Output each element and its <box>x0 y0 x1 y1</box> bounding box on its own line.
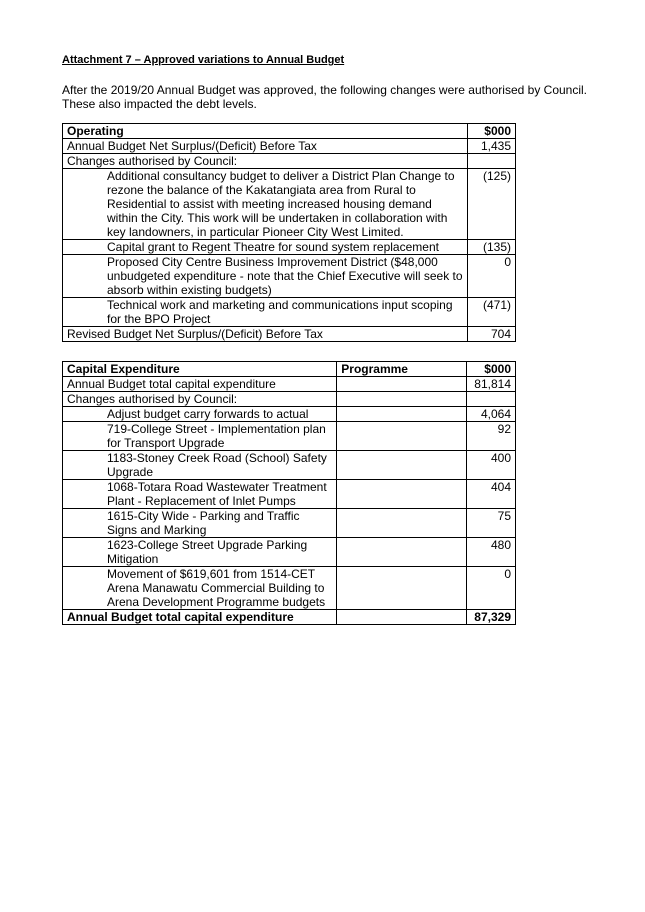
operating-row <box>63 327 516 342</box>
capital-programme-cell <box>337 407 467 422</box>
capital-row <box>63 377 516 392</box>
operating-amount-cell: 704 <box>468 327 516 342</box>
operating-item-header: Operating <box>63 124 468 139</box>
capital-amount-cell: 0 <box>467 567 516 610</box>
capital-item-cell: Adjust budget carry forwards to actual <box>63 407 337 422</box>
operating-item-cell: Additional consultancy budget to deliver a District Plan Change to rezone the balance of the Kakatangiata area from Rural to Residential to assist with meeting increased housing demand within the City. This work will be undertaken in collaboration with key landowners, in particular Pioneer City West Limited. <box>63 169 468 240</box>
operating-amount-cell: (135) <box>468 240 516 255</box>
capital-row <box>63 509 516 538</box>
capital-amount-cell: 404 <box>467 480 516 509</box>
operating-row <box>63 298 516 327</box>
operating-row <box>63 240 516 255</box>
capital-programme-cell <box>337 610 467 625</box>
capital-item-header: Capital Expenditure <box>63 362 337 377</box>
operating-amount-cell <box>468 154 516 169</box>
capital-amount-cell: 81,814 <box>467 377 516 392</box>
capital-programme-cell <box>337 377 467 392</box>
capital-item-cell: 1615-City Wide - Parking and Traffic Signs and Marking <box>63 509 337 538</box>
capital-total-row <box>63 610 516 625</box>
capital-item-cell: 1623-College Street Upgrade Parking Mitigation <box>63 538 337 567</box>
operating-amount-header: $000 <box>468 124 516 139</box>
operating-item-cell: Proposed City Centre Business Improvement District ($48,000 unbudgeted expenditure - note that the Chief Executive will seek to absorb within existing budgets) <box>63 255 468 298</box>
capital-item-cell: Movement of $619,601 from 1514-CET Arena Manawatu Commercial Building to Arena Development Programme budgets <box>63 567 337 610</box>
capital-table-body <box>63 377 516 625</box>
operating-amount-cell: (471) <box>468 298 516 327</box>
operating-row <box>63 154 516 169</box>
capital-item-cell: Changes authorised by Council: <box>63 392 337 407</box>
capital-amount-cell <box>467 392 516 407</box>
capital-programme-cell <box>337 567 467 610</box>
attachment-heading: Attachment 7 – Approved variations to Annual Budget <box>62 54 345 66</box>
operating-item-cell: Capital grant to Regent Theatre for sound system replacement <box>63 240 468 255</box>
capital-programme-cell <box>337 392 467 407</box>
capital-programme-cell <box>337 480 467 509</box>
operating-table-body <box>63 139 516 342</box>
capital-item-cell: 1183-Stoney Creek Road (School) Safety Upgrade <box>63 451 337 480</box>
capital-row <box>63 451 516 480</box>
capital-row <box>63 567 516 610</box>
operating-header-row <box>63 124 516 139</box>
capital-item-cell: 719-College Street - Implementation plan for Transport Upgrade <box>63 422 337 451</box>
intro-paragraph: After the 2019/20 Annual Budget was approved, the following changes were authorised by Council. These also impacted the debt levels. <box>62 83 588 111</box>
operating-item-cell: Annual Budget Net Surplus/(Deficit) Before Tax <box>63 139 468 154</box>
capital-row <box>63 480 516 509</box>
capital-row <box>63 538 516 567</box>
operating-item-cell: Revised Budget Net Surplus/(Deficit) Before Tax <box>63 327 468 342</box>
capital-programme-cell <box>337 538 467 567</box>
operating-item-cell: Changes authorised by Council: <box>63 154 468 169</box>
capital-row <box>63 407 516 422</box>
capital-amount-cell: 92 <box>467 422 516 451</box>
operating-amount-cell: 1,435 <box>468 139 516 154</box>
capital-item-cell: Annual Budget total capital expenditure <box>63 610 337 625</box>
capital-row <box>63 392 516 407</box>
capital-amount-header: $000 <box>467 362 516 377</box>
capital-programme-header: Programme <box>337 362 467 377</box>
operating-row <box>63 169 516 240</box>
capital-amount-cell: 87,329 <box>467 610 516 625</box>
capital-amount-cell: 75 <box>467 509 516 538</box>
capital-amount-cell: 400 <box>467 451 516 480</box>
operating-amount-cell: 0 <box>468 255 516 298</box>
operating-row <box>63 255 516 298</box>
operating-item-cell: Technical work and marketing and communications input scoping for the BPO Project <box>63 298 468 327</box>
capital-item-cell: 1068-Totara Road Wastewater Treatment Plant - Replacement of Inlet Pumps <box>63 480 337 509</box>
operating-row <box>63 139 516 154</box>
operating-table <box>62 123 516 342</box>
capital-header-row <box>63 362 516 377</box>
capital-programme-cell <box>337 422 467 451</box>
capital-amount-cell: 4,064 <box>467 407 516 422</box>
capital-programme-cell <box>337 509 467 538</box>
capital-row <box>63 422 516 451</box>
capital-item-cell: Annual Budget total capital expenditure <box>63 377 337 392</box>
capital-amount-cell: 480 <box>467 538 516 567</box>
capital-programme-cell <box>337 451 467 480</box>
capital-table <box>62 361 516 625</box>
operating-amount-cell: (125) <box>468 169 516 240</box>
